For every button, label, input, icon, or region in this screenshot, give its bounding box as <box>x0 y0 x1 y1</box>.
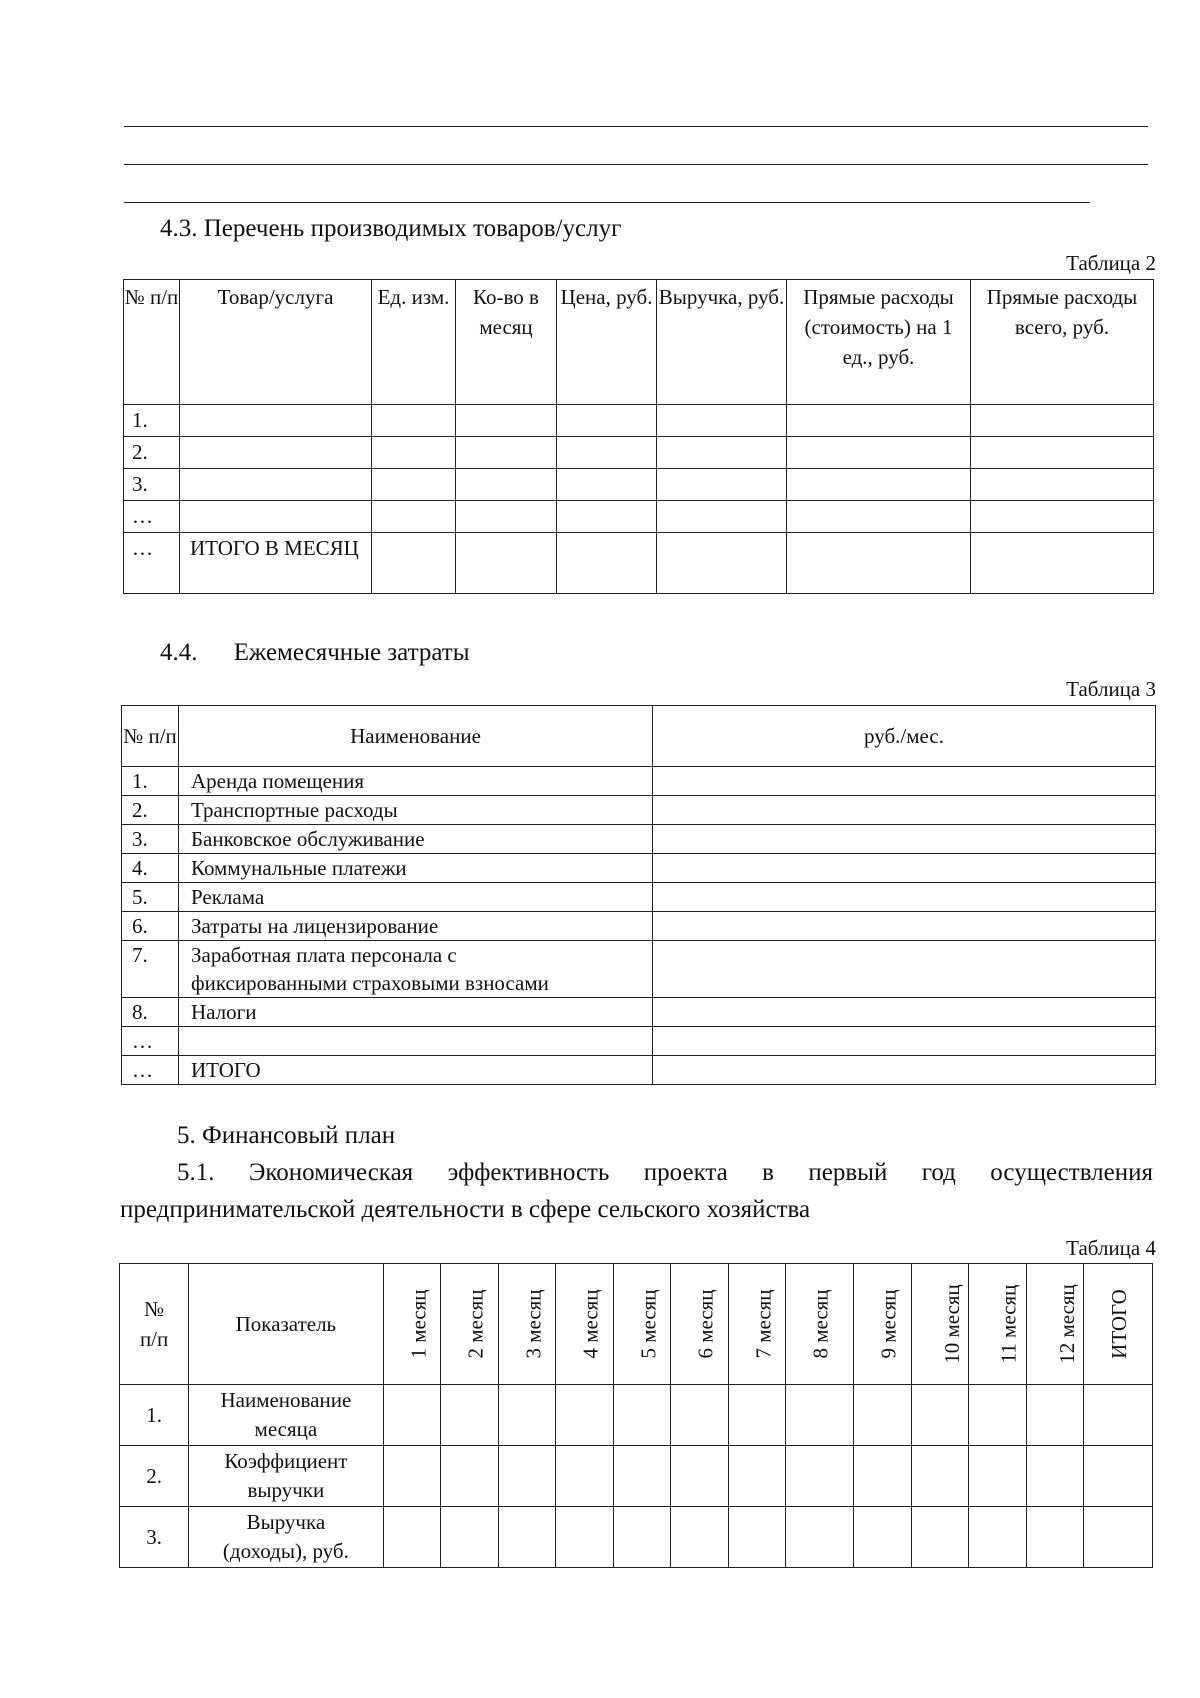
col-header-name: Наименование <box>179 706 653 767</box>
table-row <box>122 796 1156 825</box>
col-header-month-10 <box>911 1264 968 1385</box>
table-row <box>120 1507 1153 1568</box>
row-num: 5. <box>122 883 179 912</box>
row-indicator: Наименование месяца <box>189 1385 383 1446</box>
table-header-row <box>124 280 1154 405</box>
row-item <box>180 501 372 533</box>
table-row <box>122 825 1156 854</box>
row-item-total: ИТОГО В МЕСЯЦ <box>180 533 372 594</box>
row-num: … <box>122 1056 179 1085</box>
col-header-month-8 <box>785 1264 853 1385</box>
row-name: Затраты на лицензирование <box>179 912 653 941</box>
row-num: 3. <box>124 469 180 501</box>
month-label: 11 месяц <box>996 1284 1021 1364</box>
col-header-month-3 <box>498 1264 555 1385</box>
table-row <box>122 998 1156 1027</box>
row-name: Аренда помещения <box>179 767 653 796</box>
table-row <box>122 912 1156 941</box>
col-header-month-2 <box>440 1264 498 1385</box>
col-header-unit: Ед. изм. <box>372 280 456 405</box>
month-label: 10 месяц <box>939 1284 964 1364</box>
col-header-qty: Ко-во в месяц <box>456 280 557 405</box>
blank-line-3 <box>124 202 1090 203</box>
col-header-month-6 <box>670 1264 728 1385</box>
col-header-unit-cost: Прямые расходы (стоимость) на 1 ед., руб. <box>787 280 971 405</box>
month-label: 1 месяц <box>406 1289 431 1359</box>
table-total-row <box>122 1056 1156 1085</box>
row-num: 1. <box>124 405 180 437</box>
table-header-row <box>120 1264 1153 1385</box>
table-caption-2: Таблица 2 <box>1066 251 1156 275</box>
section-heading-4-3: 4.3. Перечень производимых товаров/услуг <box>160 215 622 242</box>
month-label: 5 месяц <box>636 1289 661 1359</box>
section-heading-4-4 <box>160 638 470 668</box>
col-header-revenue: Выручка, руб. <box>657 280 787 405</box>
month-label: 12 месяц <box>1054 1284 1079 1364</box>
table-row <box>122 767 1156 796</box>
col-header-month-7 <box>728 1264 785 1385</box>
row-num: 2. <box>124 437 180 469</box>
month-label: 6 месяц <box>693 1289 718 1359</box>
col-header-total-cost: Прямые расходы всего, руб. <box>971 280 1154 405</box>
row-num: 7. <box>122 941 179 998</box>
row-name: Налоги <box>179 998 653 1027</box>
month-label: 4 месяц <box>578 1289 603 1359</box>
row-num: 3. <box>122 825 179 854</box>
row-num: 2. <box>120 1446 189 1507</box>
col-header-month-11 <box>968 1264 1026 1385</box>
table-row <box>124 469 1154 501</box>
table-total-row <box>124 533 1154 594</box>
col-header-total <box>1083 1264 1152 1385</box>
section-heading-5-1-line1: 5.1. Экономическая эффективность проекта в первый год осуществления <box>177 1159 1153 1186</box>
col-header-price: Цена, руб. <box>557 280 657 405</box>
table-row <box>122 1027 1156 1056</box>
row-num: … <box>124 533 180 594</box>
row-name: Банковское обслуживание <box>179 825 653 854</box>
month-label: 2 месяц <box>463 1289 488 1359</box>
row-num: 3. <box>120 1507 189 1568</box>
table-row <box>124 501 1154 533</box>
row-name <box>179 1027 653 1056</box>
row-name: Коммунальные платежи <box>179 854 653 883</box>
blank-line-2 <box>124 164 1148 165</box>
row-num: 6. <box>122 912 179 941</box>
section-title: Ежемесячные затраты <box>233 639 470 666</box>
table-row <box>124 437 1154 469</box>
row-num: 1. <box>120 1385 189 1446</box>
row-item <box>180 405 372 437</box>
table-monthly-costs <box>121 705 1156 1085</box>
row-num: 8. <box>122 998 179 1027</box>
row-num: 1. <box>122 767 179 796</box>
table-caption-4: Таблица 4 <box>1066 1236 1156 1260</box>
col-header-month-9 <box>853 1264 911 1385</box>
col-header-month-4 <box>555 1264 613 1385</box>
month-label: 9 месяц <box>876 1289 901 1359</box>
row-num: 2. <box>122 796 179 825</box>
row-name-total: ИТОГО <box>179 1056 653 1085</box>
row-name: Заработная плата персонала с фиксированными страховыми взносами <box>179 941 653 998</box>
row-indicator: Выручка (доходы), руб. <box>189 1507 383 1568</box>
col-header-num: № п/п <box>124 280 180 405</box>
row-item <box>180 469 372 501</box>
table-row <box>124 405 1154 437</box>
col-header-num: № п/п <box>122 706 179 767</box>
row-num: 4. <box>122 854 179 883</box>
month-label: 7 месяц <box>751 1289 776 1359</box>
table-row <box>120 1385 1153 1446</box>
row-item <box>180 437 372 469</box>
col-header-num: № п/п <box>120 1264 189 1385</box>
table-row <box>122 941 1156 998</box>
col-header-month-12 <box>1026 1264 1083 1385</box>
col-header-month-1 <box>383 1264 440 1385</box>
col-header-item: Товар/услуга <box>180 280 372 405</box>
col-header-month-5 <box>613 1264 670 1385</box>
row-num: … <box>122 1027 179 1056</box>
row-indicator: Коэффициент выручки <box>189 1446 383 1507</box>
section-heading-5-1-line2: предпринимательской деятельности в сфере сельского хозяйства <box>120 1196 811 1223</box>
table-row <box>120 1446 1153 1507</box>
section-number: 4.4. <box>160 639 198 666</box>
col-header-indicator: Показатель <box>189 1264 383 1385</box>
month-label: 8 месяц <box>808 1289 833 1359</box>
section-heading-5: 5. Финансовый план <box>177 1122 396 1149</box>
month-label: ИТОГО <box>1106 1289 1131 1359</box>
row-name: Реклама <box>179 883 653 912</box>
table-row <box>122 854 1156 883</box>
table-products <box>123 279 1154 594</box>
col-header-amount: руб./мес. <box>653 706 1156 767</box>
table-row <box>122 883 1156 912</box>
blank-line-1 <box>124 126 1148 127</box>
table-caption-3: Таблица 3 <box>1066 677 1156 701</box>
row-name: Транспортные расходы <box>179 796 653 825</box>
table-financial-plan <box>119 1263 1153 1568</box>
table-header-row <box>122 706 1156 767</box>
month-label: 3 месяц <box>521 1289 546 1359</box>
row-num: … <box>124 501 180 533</box>
